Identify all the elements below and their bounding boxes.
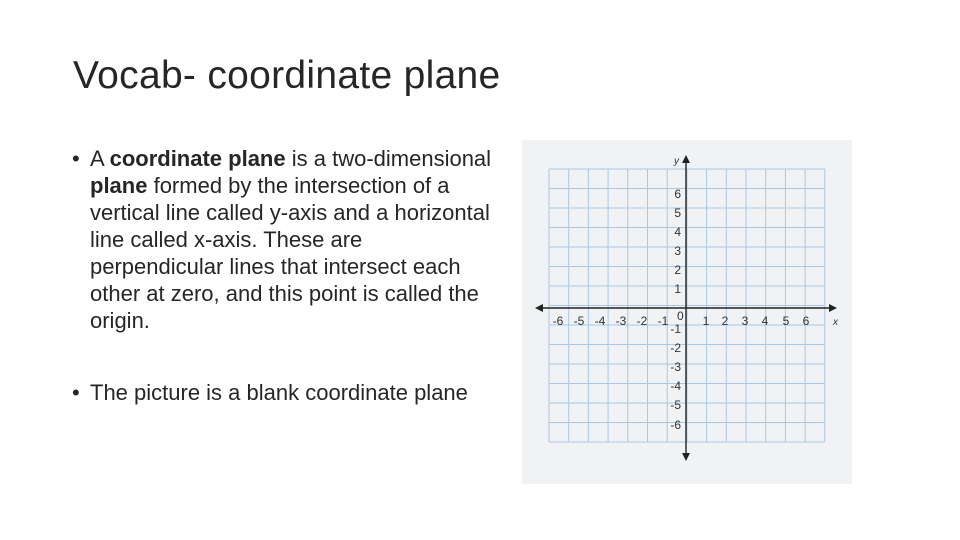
x-tick-label: 3 bbox=[741, 314, 749, 328]
x-tick-label: 4 bbox=[761, 314, 769, 328]
bullet-marker: • bbox=[72, 380, 80, 405]
y-tick-label: 2 bbox=[674, 263, 681, 277]
bullet-list bbox=[72, 145, 492, 406]
axes bbox=[535, 155, 837, 461]
y-axis-arrow-up bbox=[682, 155, 690, 163]
x-tick-label: -3 bbox=[615, 314, 627, 328]
y-axis-label: y bbox=[674, 156, 679, 167]
bullet-term-coordinate-plane: coordinate plane bbox=[109, 146, 286, 171]
bullet-text-b: is a two-dimensional bbox=[285, 146, 492, 171]
y-tick-label: -3 bbox=[670, 360, 681, 374]
x-tick-label: 6 bbox=[802, 314, 810, 328]
x-tick-label: -4 bbox=[594, 314, 606, 328]
x-tick-label: -2 bbox=[636, 314, 648, 328]
bullet-picture-note bbox=[72, 379, 492, 406]
x-tick-label: 5 bbox=[782, 314, 790, 328]
y-axis-arrow-down bbox=[682, 453, 690, 461]
x-tick-label: -5 bbox=[573, 314, 585, 328]
grid-lines bbox=[549, 169, 825, 442]
y-tick-label: 6 bbox=[674, 187, 681, 201]
bullet-definition bbox=[72, 145, 492, 334]
slide-title: Vocab- coordinate plane bbox=[73, 54, 501, 97]
y-tick-label: 1 bbox=[674, 282, 681, 296]
y-tick-label: -5 bbox=[670, 398, 681, 412]
bullet-term-plane: plane bbox=[90, 173, 148, 198]
bullet-text-c: formed by the intersection of a vertical line called y-axis and a horizontal line called x-axis. These are perpendicular lines that intersect each other at zero, and this point is called the origin. bbox=[90, 173, 490, 333]
x-axis-arrow-left bbox=[535, 304, 543, 312]
x-axis-label: x bbox=[833, 317, 838, 328]
y-tick-label: -6 bbox=[670, 418, 681, 432]
coordinate-plane-graphic bbox=[522, 140, 852, 484]
y-tick-label: -4 bbox=[670, 379, 681, 393]
y-tick-label: -1 bbox=[670, 322, 681, 336]
y-tick-label: 5 bbox=[674, 206, 681, 220]
coordinate-plane-image bbox=[522, 140, 852, 484]
x-axis-arrow-right bbox=[829, 304, 837, 312]
bullet-text-a: A bbox=[90, 146, 110, 171]
bullet-marker: • bbox=[72, 146, 80, 171]
x-tick-label: 2 bbox=[721, 314, 729, 328]
x-tick-label: -6 bbox=[552, 314, 564, 328]
y-tick-label: -2 bbox=[670, 341, 681, 355]
bullet-text: The picture is a blank coordinate plane bbox=[90, 380, 468, 405]
origin-label: 0 bbox=[677, 309, 684, 323]
x-tick-label: 1 bbox=[702, 314, 710, 328]
y-tick-label: 4 bbox=[674, 225, 681, 239]
x-tick-label: -1 bbox=[657, 314, 669, 328]
y-tick-label: 3 bbox=[674, 244, 681, 258]
